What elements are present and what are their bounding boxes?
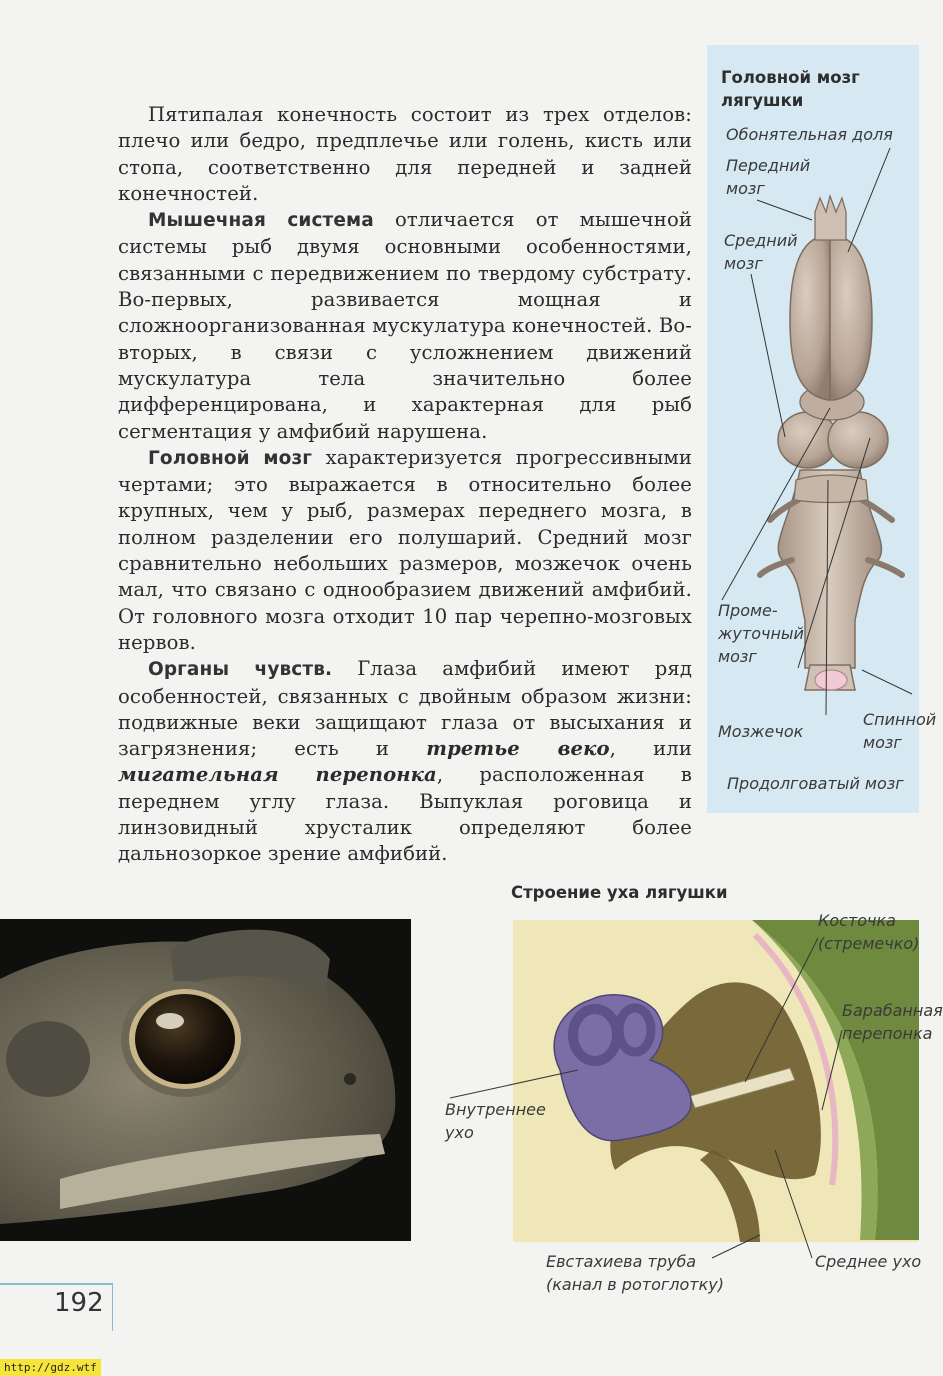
paragraph-limb: Пятипалая конечность состоит из трех отделов: плечо или бедро, предплечье или голень, кисть или стопа, соответственно для передней и задней конечностей.: [118, 103, 692, 205]
heading-muscles: Мышечная система: [148, 210, 374, 232]
heading-senses: Органы чувств.: [148, 659, 333, 681]
label-eardrum: Барабанная перепонка: [842, 1001, 943, 1043]
label-midbrain: Средний мозг: [724, 231, 798, 273]
label-medulla: Продолговатый мозг: [727, 774, 904, 793]
label-middle-ear: Среднее ухо: [815, 1252, 922, 1271]
watermark-link[interactable]: http://gdz.wtf: [0, 1359, 101, 1376]
label-eustachian-tube: Евстахиева труба (канал в ротоглотку): [546, 1252, 724, 1294]
brain-figure-title: Головной мозг лягушки: [721, 68, 860, 110]
term-third-eyelid: третье веко: [426, 737, 610, 761]
paragraph-muscles: Мышечная система отличается от мышечной системы рыб двумя основными особенностями, связанными с передвижением по твердому субстрату. Во-первых, развивается мощная и сложноорганизованная мускулатура конечностей. Во-вторых, в связи с усложнением движений мускулатура тела значительно более дифференцирована, и характерная для рыб сегментация у амфибий нарушена.: [118, 208, 692, 443]
ear-figure-title: Строение уха лягушки: [511, 883, 728, 902]
term-nictitating-membrane: мигательная перепонка: [118, 763, 437, 787]
label-inner-ear: Внутреннее ухо: [445, 1100, 546, 1142]
label-spinal-cord: Спинной мозг: [863, 710, 937, 752]
paragraph-senses: Органы чувств. Глаза амфибий имеют ряд особенностей, связанных с двойным образом жизни: подвижные веки защищают глаза от высыхания и загрязнения; есть и третье веко, или мигательная перепонка, расположенная в переднем углу глаза. Выпуклая роговица и линзовидный хрусталик определяют более дальнозоркое зрение амфибий.: [118, 657, 693, 866]
label-olfactory-lobe: Обонятельная доля: [726, 125, 893, 144]
label-cerebellum: Мозжечок: [718, 722, 804, 741]
page-number: 192: [54, 1288, 104, 1318]
label-ossicle: Косточка (стремечко): [818, 911, 920, 953]
label-forebrain: Передний мозг: [726, 156, 811, 198]
label-diencephalon: Проме- жуточный мозг: [718, 601, 804, 666]
paragraph-brain: Головной мозг характеризуется прогрессивными чертами; это выражается в относительно более крупных, чем у рыб, размерах переднего мозга, в полном разделении его полушарий. Средний мозг сравнительно небольших размеров, мозжечок очень мал, что связано с однообразием движений амфибий. От головного мозга отходит 10 пар черепно-мозговых нервов.: [118, 445, 692, 654]
heading-brain: Головной мозг: [148, 447, 313, 469]
